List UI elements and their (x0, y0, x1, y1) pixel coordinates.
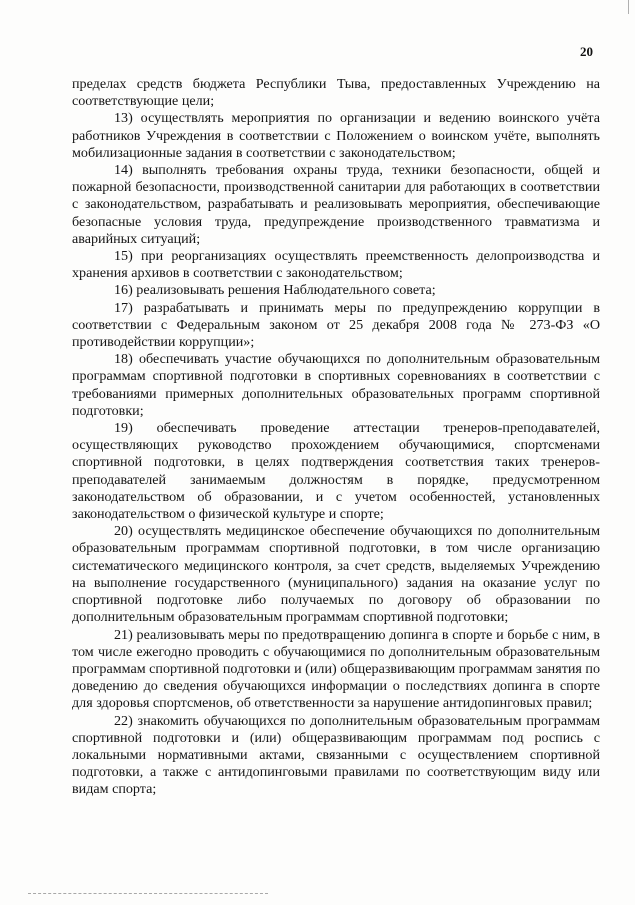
paragraph-item-18: 18) обеспечивать участие обучающихся по дополнительным образовательным программам спортивной подготовки в спортивных соревнованиях в соответствии с требованиями примерных дополнительных образовательных программ спортивной подготовки; (72, 351, 600, 419)
paragraph-item-13: 13) осуществлять мероприятия по организации и ведению воинского учёта работников Учреждения в соответствии с Положением о воинском учёте, выполнять мобилизационные задания в соответствии с законодательством; (72, 110, 600, 161)
footer-rule (28, 893, 268, 894)
paragraph-item-17: 17) разрабатывать и принимать меры по предупреждению коррупции в соответствии с Федеральным законом от 25 декабря 2008 года № 273-ФЗ «О противодействии коррупции»; (72, 299, 600, 351)
paragraph-continuation: пределах средств бюджета Республики Тыва, предоставленных Учреждению на соответствующие цели; (72, 76, 600, 110)
paragraph-item-19: 19) обеспечивать проведение аттестации тренеров-преподавателей, осуществляющих руководство прохождением обучающимися, спортсменами спортивной подготовки, в целях подтверждения соответствия таких тренеров-преподавателей занимаемым должностям в порядке, предусмотренном законодательством об образовании, и с учетом особенностей, установленных законодательством о физической культуре и спорте; (72, 420, 600, 523)
paragraph-item-15: 15) при реорганизациях осуществлять преемственность делопроизводства и хранения архивов в соответствии с законодательством; (72, 248, 600, 282)
page-number: 20 (580, 44, 593, 59)
paragraph-item-21: 21) реализовывать меры по предотвращению допинга в спорте и борьбе с ним, в том числе ежегодно проводить с обучающимися по дополнительным образовательным программам спортивной подготовки и (или) общеразвивающим программам занятия по доведению до сведения обучающихся информации о последствиях допинга в спорте для здоровья спортсменов, об ответственности за нарушение антидопинговых правил; (72, 626, 600, 712)
paragraph-item-22: 22) знакомить обучающихся по дополнительным образовательным программам спортивной подготовки и (или) общеразвивающим программам под роспись с локальными нормативными актами, связанными с осуществлением спортивной подготовки, а также с антидопинговыми правилами по соответствующим виду или видам спорта; (72, 712, 600, 798)
paragraph-item-20: 20) осуществлять медицинское обеспечение обучающихся по дополнительным образовательным программам спортивной подготовки, в том числе организацию систематического медицинского контроля, за счет средств, выделяемых Учреждению на выполнение государственного (муниципального) задания на оказание услуг по спортивной подготовке либо получаемых по договору об образовании по дополнительным образовательным программам спортивной подготовки; (72, 523, 600, 626)
scan-mark (628, 0, 629, 14)
paragraph-item-14: 14) выполнять требования охраны труда, техники безопасности, общей и пожарной безопасности, производственной санитарии для работающих в соответствии с законодательством, разрабатывать и реализовывать мероприятия, обеспечивающие безопасные условия труда, предупреждение производственного травматизма и аварийных ситуаций; (72, 162, 600, 247)
paragraph-item-16: 16) реализовывать решения Наблюдательного совета; (114, 282, 436, 299)
document-body (72, 76, 600, 799)
